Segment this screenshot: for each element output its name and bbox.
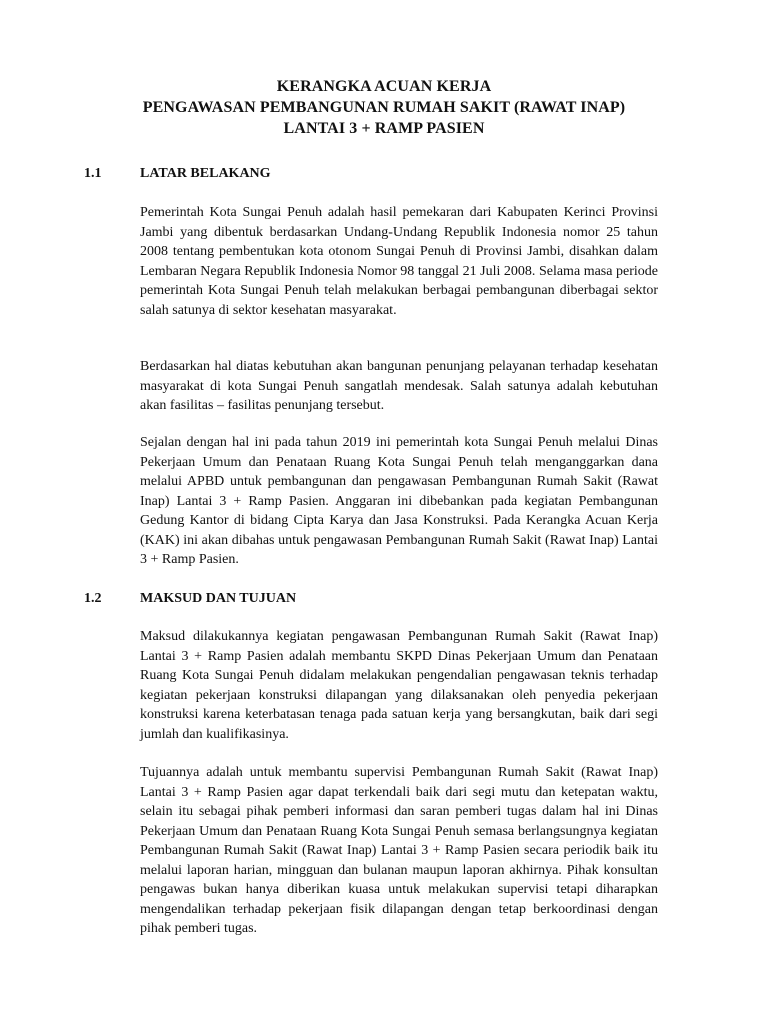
paragraph: Berdasarkan hal diatas kebutuhan akan bangunan penunjang pelayanan terhadap kesehatan masyarakat di kota Sungai Penuh sangatlah mendesak. Salah satunya adalah kebutuhan akan fasilitas – fasilitas penunjang tersebut.	[140, 359, 658, 413]
section-heading-latar-belakang	[84, 165, 271, 183]
section-title: MAKSUD DAN TUJUAN	[140, 591, 297, 606]
section-heading-maksud-dan-tujuan	[84, 590, 296, 608]
title-line-2: PENGAWASAN PEMBANGUNAN RUMAH SAKIT (RAWAT INAP)	[142, 99, 626, 116]
paragraph: Tujuannya adalah untuk membantu supervisi Pembangunan Rumah Sakit (Rawat Inap) Lantai 3 + Ramp Pasien agar dapat terkendali baik dari segi mutu dan ketepatan waktu, selain itu sebagai pihak pemberi informasi dan saran pemberi tugas dalam hal ini Dinas Pekerjaan Umum dan Penataan Ruang Kota Sungai Penuh semasa berlangsungnya kegiatan Pembangunan Rumah Sakit (Rawat Inap) Lantai 3 + Ramp Pasien secara periodik baik itu melalui laporan harian, mingguan dan bulanan maupun laporan akhirnya. Pihak konsultan pengawas bukan hanya diberikan kuasa untuk melakukan supervisi tetapi diharapkan mengendalikan terhadap pekerjaan fisik dilapangan dengan tetap berkoordinasi dengan pihak pemberi tugas.	[140, 765, 658, 936]
section-number: 1.1	[84, 166, 102, 181]
title-line-3: LANTAI 3 + RAMP PASIEN	[283, 120, 485, 137]
paragraph: Sejalan dengan hal ini pada tahun 2019 ini pemerintah kota Sungai Penuh melalui Dinas Pekerjaan Umum dan Penataan Ruang Kota Sungai Penuh telah menganggarkan dana melalui APBD untuk pembangunan dan pengawasan Pembangunan Rumah Sakit (Rawat Inap) Lantai 3 + Ramp Pasien. Anggaran ini dibebankan pada kegiatan Pembangunan Gedung Kantor di bidang Cipta Karya dan Jasa Konstruksi. Pada Kerangka Acuan Kerja (KAK) ini akan dibahas untuk pengawasan Pembangunan Rumah Sakit (Rawat Inap) Lantai 3 + Ramp Pasien.	[140, 435, 658, 567]
section-number: 1.2	[84, 591, 102, 606]
paragraph: Pemerintah Kota Sungai Penuh adalah hasil pemekaran dari Kabupaten Kerinci Provinsi Jambi yang dibentuk berdasarkan Undang-Undang Republik Indonesia nomor 25 tahun 2008 tentang pembentukan kota otonom Sungai Penuh di Provinsi Jambi, disahkan dalam Lembaran Negara Republik Indonesia Nomor 98 tanggal 21 Juli 2008. Selama masa periode pemerintah Kota Sungai Penuh telah melakukan berbagai pembangunan diberbagai sektor salah satunya di sektor kesehatan masyarakat.	[140, 205, 658, 318]
paragraph: Maksud dilakukannya kegiatan pengawasan Pembangunan Rumah Sakit (Rawat Inap) Lantai 3 + Ramp Pasien adalah membantu SKPD Dinas Pekerjaan Umum dan Penataan Ruang Kota Sungai Penuh didalam melakukan pengendalian pengawasan teknis terhadap kegiatan pekerjaan konstruksi dilapangan yang dilaksanakan oleh penyedia pekerjaan konstruksi karena keterbatasan tenaga pada satuan kerja yang bersangkutan, baik dari segi jumlah dan kualifikasinya.	[140, 629, 658, 742]
title-line-1: KERANGKA ACUAN KERJA	[276, 78, 492, 95]
section-title: LATAR BELAKANG	[140, 166, 271, 181]
document-title	[0, 76, 768, 139]
